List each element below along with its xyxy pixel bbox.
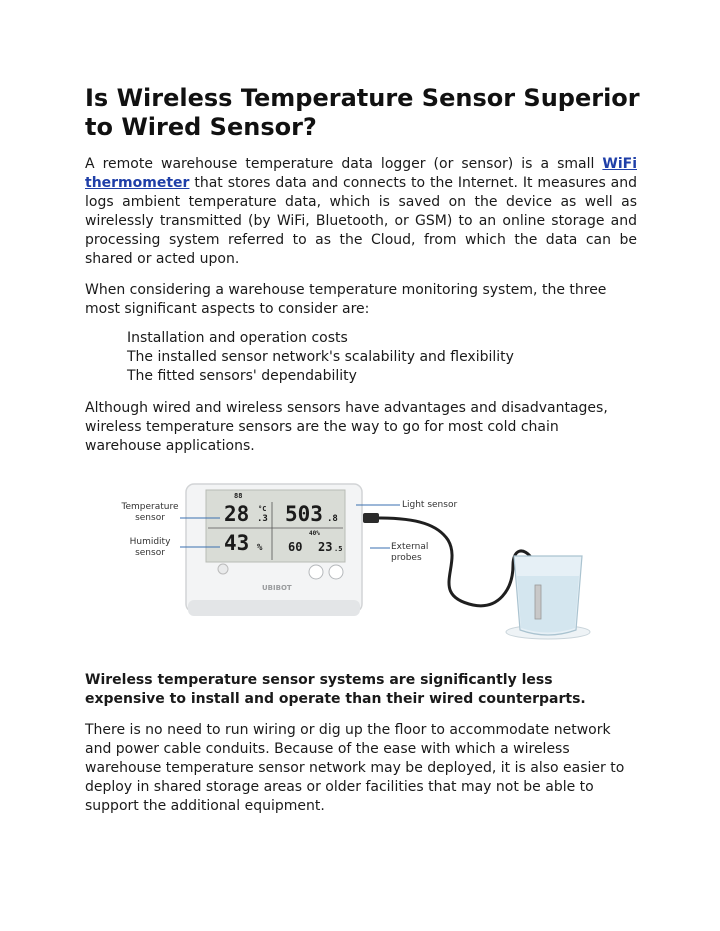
lcd-top-number: 88: [234, 492, 243, 500]
subheading: Wireless temperature sensor systems are significantly less expensive to install and operate than their wired counterparts.: [85, 672, 586, 707]
although-paragraph: Although wired and wireless sensors have advantages and disadvantages, wireless temperature sensors are the way to go for most cold chain warehouse applications.: [85, 400, 608, 454]
aspect-item: Installation and operation costs: [127, 330, 348, 346]
intro-text-before: A remote warehouse temperature data logger (or sensor) is a small: [85, 156, 603, 172]
intro-paragraph: [85, 155, 637, 269]
device-button: [309, 565, 323, 579]
water: [517, 576, 579, 633]
device-illustration: [118, 480, 618, 655]
lcd-temperature-unit: °C: [258, 505, 267, 513]
lcd-probe-decimal: .5: [334, 545, 343, 553]
article-title: Is Wireless Temperature Sensor Superior to Wired Sensor?: [85, 84, 640, 141]
sensor-device-figure: [118, 480, 618, 655]
temperature-sensor-label: Temperature sensor: [121, 502, 179, 523]
wifi-thermometer-link[interactable]: WiFi thermometer: [85, 156, 637, 191]
aspect-item: The installed sensor network's scalability and flexibility: [127, 349, 514, 365]
intro-text-after: that stores data and connects to the Internet. It measures and logs ambient temperature data, which is saved on the device as well as wirelessly transmitted (by WiFi, Bluetooth, or GSM) to an online storage and processing system referred to as the Cloud, from which the data can be shared or acted upon.: [85, 175, 637, 267]
lcd-humidity: 43: [224, 531, 250, 555]
device-button: [329, 565, 343, 579]
external-probes-label: External probes: [391, 542, 429, 563]
considering-paragraph: When considering a warehouse temperature monitoring system, the three most significant aspects to consider are:: [85, 282, 607, 317]
metal-probe: [535, 585, 541, 619]
lcd-humidity-unit: %: [257, 543, 263, 553]
closing-paragraph: There is no need to run wiring or dig up the floor to accommodate network and power cable conduits. Because of the ease with which a wireless warehouse temperature sensor network may be deployed, it is also easier to deploy in shared storage areas or older facilities that may not be able to support the additional equipment.: [85, 722, 625, 814]
lcd-probe-temp: 23: [318, 540, 333, 554]
device-base: [188, 600, 360, 616]
lcd-light-value: 503: [285, 502, 323, 526]
lcd-temperature-decimal: .3: [257, 514, 268, 524]
device-brand: UBIBOT: [262, 584, 292, 592]
probe-connector: [363, 513, 379, 523]
humidity-sensor-label: Humidity sensor: [129, 537, 171, 558]
light-sensor-dot: [218, 564, 228, 574]
aspect-item: The fitted sensors' dependability: [127, 368, 357, 384]
lcd-small-left: 60: [288, 540, 303, 554]
aspects-list: [127, 329, 627, 386]
lcd-battery: 40%: [309, 530, 320, 537]
lcd-light-decimal: .8: [327, 514, 338, 524]
light-sensor-label: Light sensor: [402, 500, 458, 510]
lcd-temperature: 28: [224, 502, 250, 526]
